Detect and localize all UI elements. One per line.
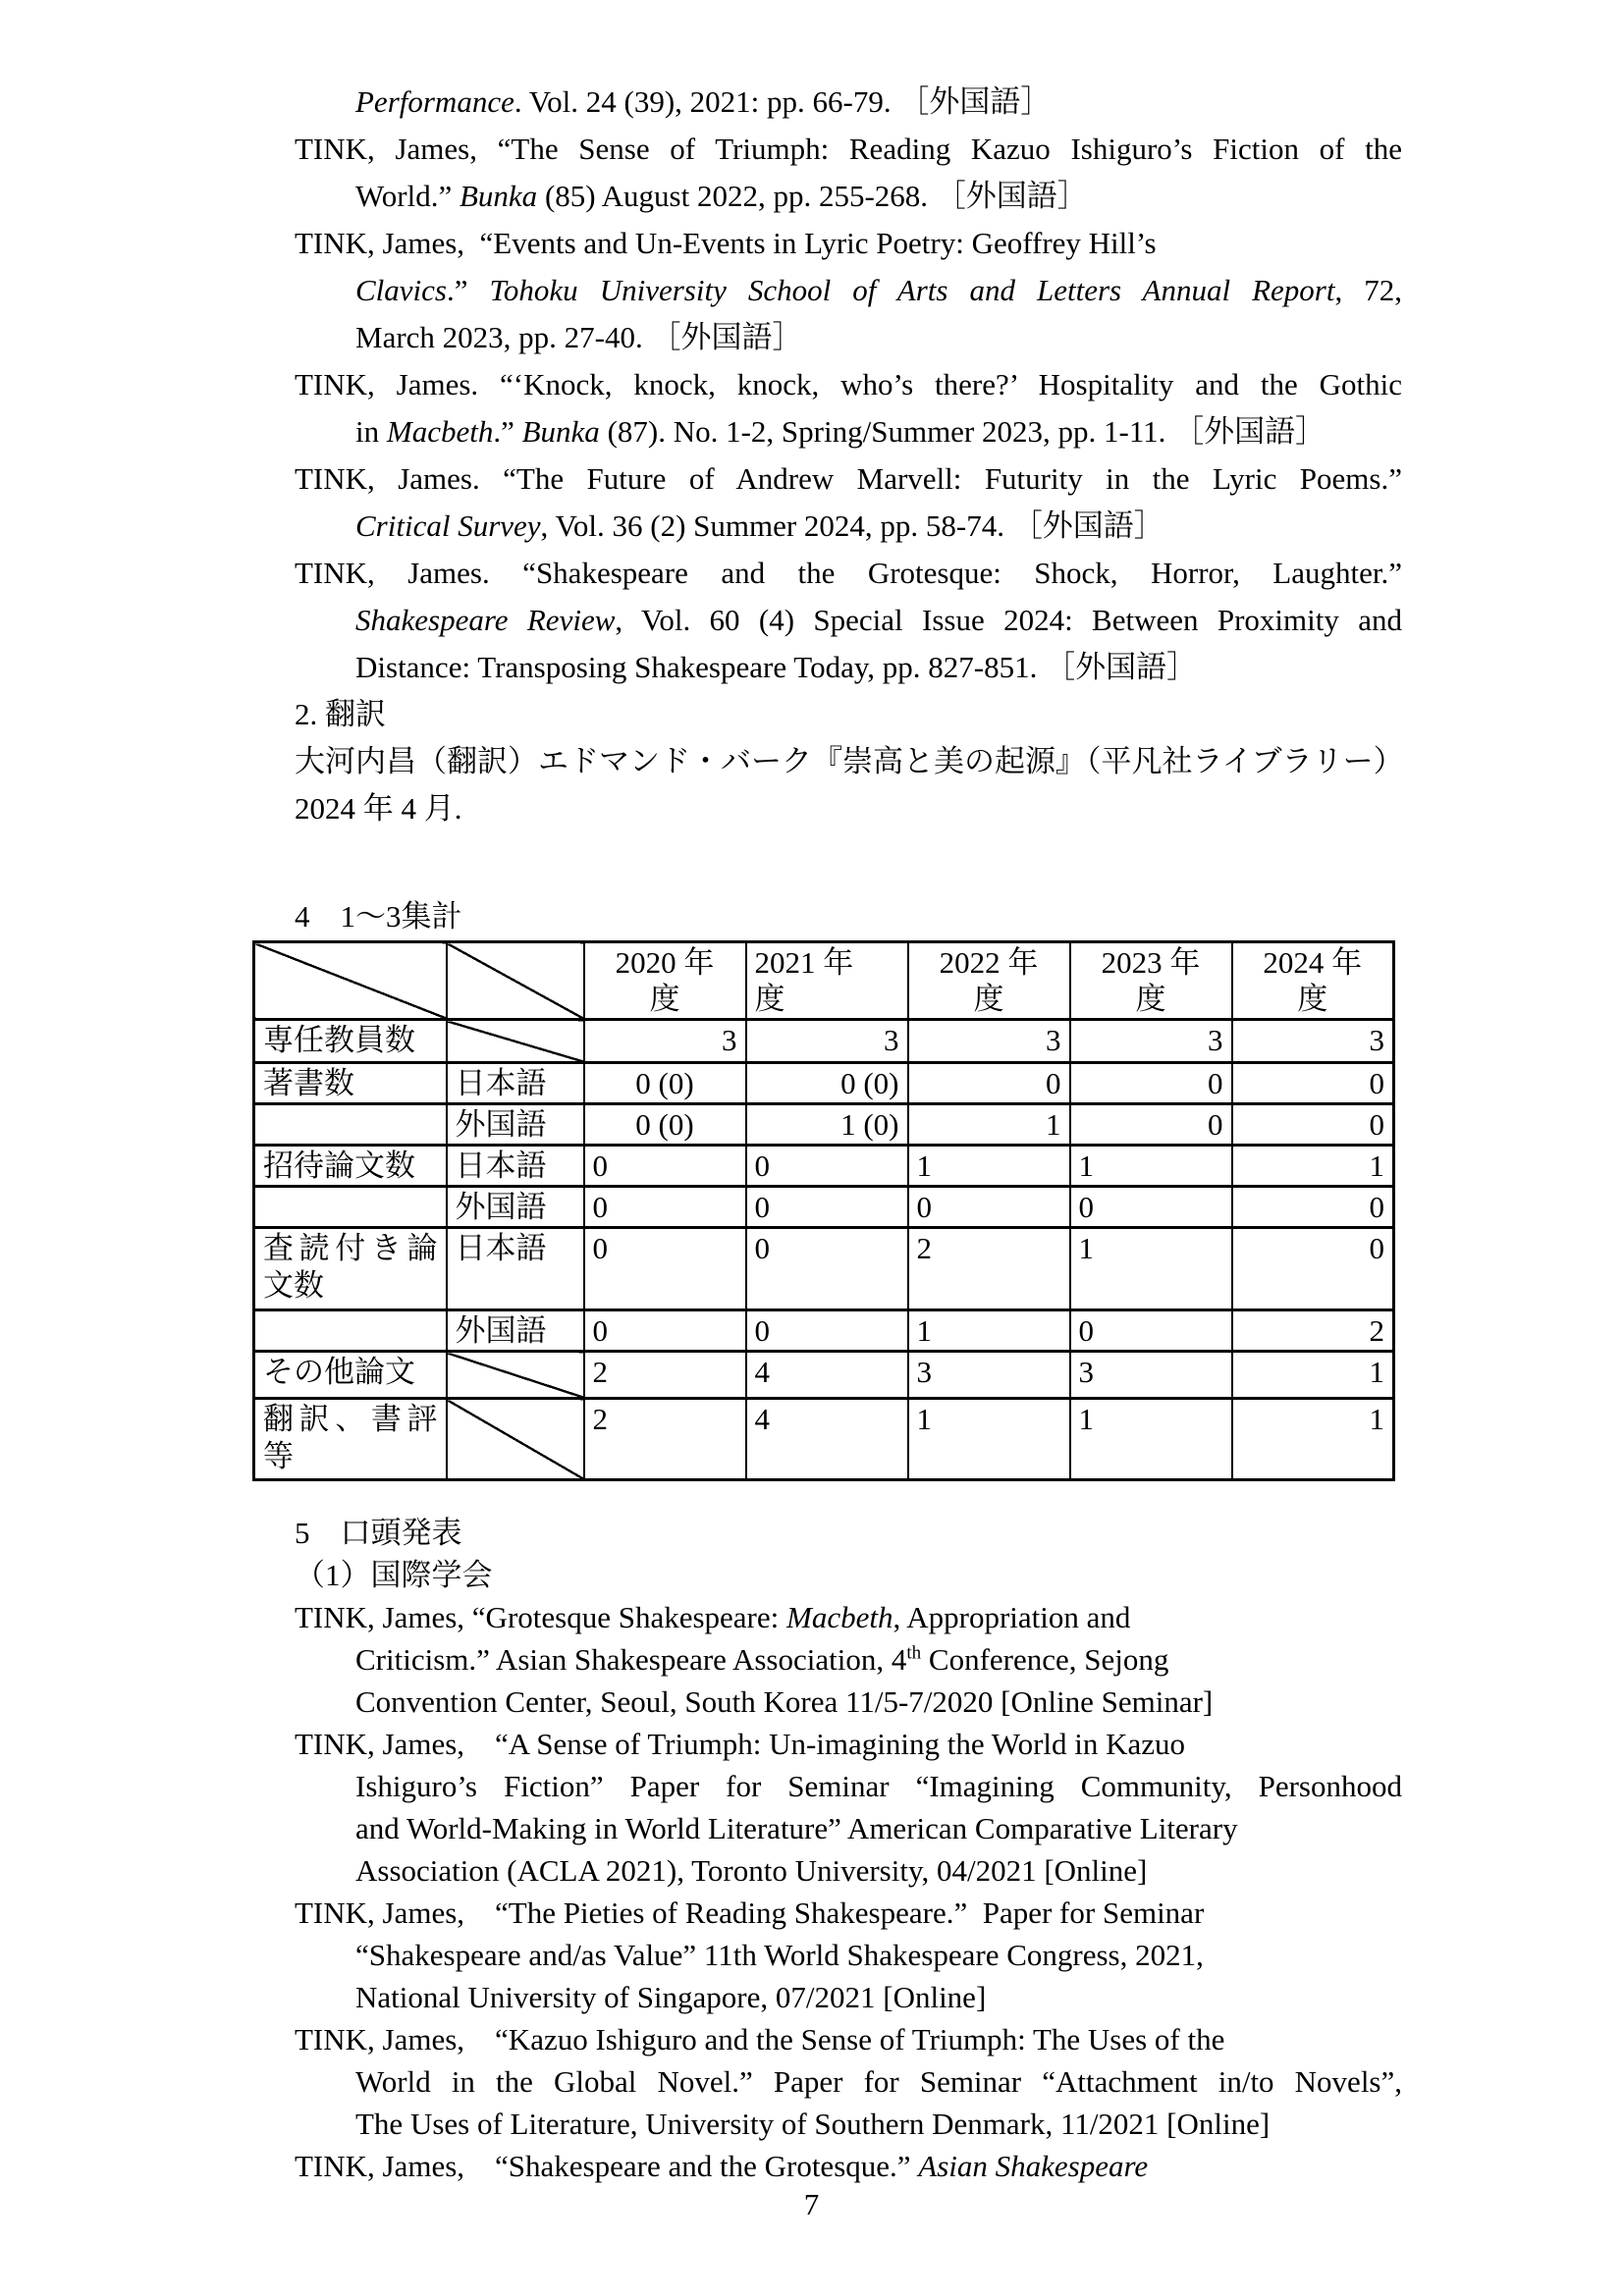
value-cell: 3 <box>584 1020 746 1063</box>
text-line <box>355 2060 1402 2103</box>
row-label-line: 査読付き論 <box>263 1231 438 1265</box>
table-row <box>254 1352 1394 1399</box>
value-cell: 0 (0) <box>746 1063 908 1104</box>
value-cell: 0 <box>584 1310 746 1352</box>
text-line <box>295 2018 1402 2060</box>
year-label: 2020 年 <box>615 945 715 980</box>
value-cell: 1 <box>1070 1146 1232 1187</box>
row-label-line: 著書数 <box>263 1066 354 1100</box>
text-line <box>355 2103 1402 2145</box>
table-row <box>254 1187 1394 1228</box>
text-run: (87). No. 1-2, Spring/Summer 2023, pp. 1-11. ［外国語］ <box>599 414 1326 449</box>
row-label-cell <box>254 1399 447 1480</box>
italic-text: Bunka <box>521 414 600 449</box>
text-line <box>355 173 1402 220</box>
text-line <box>355 314 1402 361</box>
value-cell: 0 <box>584 1228 746 1310</box>
italic-text: Critical Survey <box>355 508 541 543</box>
value-cell: 0 <box>1070 1187 1232 1228</box>
text-run: TINK, James, “The Sense of Triumph: Reading Kazuo Ishiguro’s Fiction of the <box>295 132 1402 166</box>
year-label-wrap: 度 <box>973 982 1004 1016</box>
value-cell: 0 <box>1232 1228 1394 1310</box>
text-line <box>355 1765 1402 1807</box>
lang-diagonal-cell <box>447 1399 584 1480</box>
row-label-line: 専任教員数 <box>263 1023 415 1057</box>
text-line <box>355 267 1402 314</box>
value-cell: 0 <box>1232 1187 1394 1228</box>
text-run: 大河内昌（翻訳）エドマンド・バーク『崇高と美の起源』（平凡社ライブラリー） <box>295 744 1404 778</box>
text-line <box>295 1892 1402 1934</box>
text-run: , Vol. 60 (4) Special Issue 2024: Between Proximity and <box>615 603 1402 637</box>
text-line <box>295 126 1402 173</box>
text-line <box>355 408 1402 455</box>
header-year-cell <box>1232 942 1394 1020</box>
value-cell: 2 <box>1232 1310 1394 1352</box>
table-row <box>254 1063 1394 1104</box>
value-cell: 1 <box>1232 1399 1394 1480</box>
value-cell: 1 <box>1232 1352 1394 1399</box>
value-cell: 0 <box>1070 1104 1232 1146</box>
italic-text: Macbeth <box>786 1600 893 1634</box>
text-line <box>295 455 1402 503</box>
year-label-wrap: 度 <box>649 982 680 1016</box>
text-run: TINK, James, “Kazuo Ishiguro and the Sense of Triumph: The Uses of the <box>295 2022 1225 2056</box>
value-cell: 1 <box>908 1399 1070 1480</box>
italic-text: Clavics <box>355 273 447 307</box>
year-label: 2022 年 <box>939 945 1039 980</box>
lang-cell: 外国語 <box>447 1310 584 1352</box>
value-cell: 0 <box>746 1228 908 1310</box>
row-label-cell <box>254 1020 447 1063</box>
text-line <box>355 1638 1402 1681</box>
value-cell: 0 <box>1070 1063 1232 1104</box>
text-run: World.” <box>355 179 460 213</box>
text-run: TINK, James, “The Pieties of Reading Shakespeare.” Paper for Seminar <box>295 1896 1205 1930</box>
table-row <box>254 1146 1394 1187</box>
text-line <box>295 738 1402 785</box>
value-cell: 3 <box>1070 1020 1232 1063</box>
lang-cell: 外国語 <box>447 1104 584 1146</box>
value-cell: 1 <box>1232 1146 1394 1187</box>
text-run: , Vol. 36 (2) Summer 2024, pp. 58-74. ［外国語］ <box>540 508 1164 543</box>
value-cell: 0 <box>584 1187 746 1228</box>
value-cell: 0 <box>908 1063 1070 1104</box>
italic-text: Macbeth <box>386 414 494 449</box>
row-label-line: 文数 <box>263 1268 324 1303</box>
text-run: TINK, James, “Events and Un-Events in Lyric Poetry: Geoffrey Hill’s <box>295 226 1157 260</box>
lang-cell: 外国語 <box>447 1187 584 1228</box>
table-row <box>254 1399 1394 1480</box>
text-run: “Shakespeare and/as Value” 11th World Shakespeare Congress, 2021, <box>355 1938 1204 1972</box>
italic-text: Tohoku University School of Arts and Letters Annual Report <box>489 273 1335 307</box>
superscript-text: th <box>906 1642 922 1664</box>
year-label: 2024 年 <box>1263 945 1363 980</box>
text-run: and World-Making in World Literature” American Comparative Literary <box>355 1811 1238 1845</box>
text-line <box>295 691 1402 738</box>
text-run: TINK, James. “Shakespeare and the Grotesque: Shock, Horror, Laughter.” <box>295 556 1402 590</box>
text-run: TINK, James. “The Future of Andrew Marvell: Futurity in the Lyric Poems.” <box>295 461 1402 496</box>
value-cell: 1 <box>1070 1399 1232 1480</box>
text-run: TINK, James, “Grotesque Shakespeare: <box>295 1600 786 1634</box>
value-cell: 1 <box>908 1104 1070 1146</box>
value-cell: 0 <box>746 1146 908 1187</box>
text-line <box>355 1976 1402 2018</box>
year-label-wrap: 度 <box>1297 982 1328 1016</box>
value-cell: 1 <box>908 1146 1070 1187</box>
summary-table <box>252 940 1395 1481</box>
value-cell: 3 <box>1070 1352 1232 1399</box>
text-run: Association (ACLA 2021), Toronto University, 04/2021 [Online] <box>355 1853 1148 1888</box>
table-row <box>254 1020 1394 1063</box>
value-cell: 0 <box>908 1187 1070 1228</box>
italic-text: Performance <box>355 84 514 119</box>
summary-heading: 4 1～3集計 <box>295 899 462 934</box>
talks-list <box>295 1596 1402 2187</box>
text-run: World in the Global Novel.” Paper for Seminar “Attachment in/to Novels”, <box>355 2064 1402 2099</box>
text-line <box>295 1596 1402 1638</box>
row-label-cell <box>254 1310 447 1352</box>
value-cell: 1 (0) <box>746 1104 908 1146</box>
text-line <box>355 503 1402 550</box>
text-run: TINK, James, “Shakespeare and the Grotesque.” <box>295 2149 919 2183</box>
header-year-cell <box>1070 942 1232 1020</box>
text-run: Conference, Sejong <box>921 1642 1169 1677</box>
text-run: TINK, James, “A Sense of Triumph: Un-imagining the World in Kazuo <box>295 1727 1186 1761</box>
value-cell: 0 <box>1232 1104 1394 1146</box>
year-label-wrap: 度 <box>1135 982 1166 1016</box>
text-run: 2. 翻訳 <box>295 697 386 731</box>
value-cell: 3 <box>908 1020 1070 1063</box>
header-corner-diagonal-cell <box>254 942 447 1020</box>
value-cell: 0 <box>746 1187 908 1228</box>
translation-section <box>295 691 1402 832</box>
row-label-line: その他論文 <box>263 1355 415 1389</box>
text-run: in <box>355 414 387 449</box>
italic-text: Asian Shakespeare <box>918 2149 1149 2183</box>
talks-heading: 5 口頭発表 <box>295 1516 462 1550</box>
value-cell: 3 <box>746 1020 908 1063</box>
italic-text: Shakespeare Review <box>355 603 616 637</box>
table-row <box>254 1228 1394 1310</box>
text-line <box>355 597 1402 644</box>
value-cell: 0 <box>584 1146 746 1187</box>
lang-cell: 日本語 <box>447 1063 584 1104</box>
table-header-row <box>254 942 1394 1020</box>
text-run: 2024 年 4 月. <box>295 791 462 826</box>
value-cell: 0 <box>1070 1310 1232 1352</box>
text-line <box>295 785 1402 832</box>
value-cell: 2 <box>908 1228 1070 1310</box>
header-year-cell <box>908 942 1070 1020</box>
row-label-cell <box>254 1063 447 1104</box>
header-lang-diagonal-cell <box>447 942 584 1020</box>
lang-diagonal-cell <box>447 1352 584 1399</box>
text-run: Convention Center, Seoul, South Korea 11/5-7/2020 [Online Seminar] <box>355 1684 1214 1719</box>
value-cell: 0 <box>746 1310 908 1352</box>
value-cell: 0 (0) <box>584 1063 746 1104</box>
lang-cell: 日本語 <box>447 1146 584 1187</box>
value-cell: 1 <box>1070 1228 1232 1310</box>
row-label-cell <box>254 1146 447 1187</box>
table-row <box>254 1310 1394 1352</box>
text-run: March 2023, pp. 27-40. ［外国語］ <box>355 320 803 354</box>
row-label-cell <box>254 1352 447 1399</box>
lang-cell: 日本語 <box>447 1228 584 1310</box>
row-label-cell <box>254 1228 447 1310</box>
page-number: 7 <box>803 2187 820 2221</box>
value-cell: 3 <box>1232 1020 1394 1063</box>
text-line <box>355 1849 1402 1892</box>
italic-text: Bunka <box>459 179 538 213</box>
value-cell: 4 <box>746 1399 908 1480</box>
publications-list <box>295 79 1402 691</box>
header-year-cell <box>746 942 908 1020</box>
talks-section <box>295 1512 1402 2187</box>
row-label-cell <box>254 1187 447 1228</box>
value-cell: 2 <box>584 1352 746 1399</box>
text-run: National University of Singapore, 07/2021 [Online] <box>355 1980 987 2014</box>
text-run: TINK, James. “‘Knock, knock, knock, who’s there?’ Hospitality and the Gothic <box>295 367 1402 401</box>
row-label-cell <box>254 1104 447 1146</box>
row-label-line: 翻訳、書評 <box>263 1402 438 1436</box>
table-row <box>254 1104 1394 1146</box>
value-cell: 0 (0) <box>584 1104 746 1146</box>
text-run: , Appropriation and <box>893 1600 1131 1634</box>
text-run: .” <box>447 273 490 307</box>
text-line <box>295 1723 1402 1765</box>
text-line <box>295 361 1402 408</box>
text-line <box>355 1934 1402 1976</box>
text-line <box>295 2145 1402 2187</box>
text-line <box>355 1681 1402 1723</box>
text-line <box>295 220 1402 267</box>
year-label-wrap: 度 <box>754 982 785 1016</box>
value-cell: 4 <box>746 1352 908 1399</box>
text-run: . Vol. 24 (39), 2021: pp. 66-79. ［外国語］ <box>514 84 1052 119</box>
year-label: 2023 年 <box>1101 945 1201 980</box>
row-label-line: 等 <box>263 1439 294 1473</box>
text-run: Distance: Transposing Shakespeare Today, pp. 827-851. ［外国語］ <box>355 650 1198 684</box>
value-cell: 1 <box>908 1310 1070 1352</box>
text-run: Criticism.” Asian Shakespeare Association, 4 <box>355 1642 907 1677</box>
text-run: Ishiguro’s Fiction” Paper for Seminar “Imagining Community, Personhood <box>355 1769 1402 1803</box>
text-line <box>355 1807 1402 1849</box>
text-line <box>355 644 1402 691</box>
text-line <box>295 550 1402 597</box>
value-cell: 0 <box>1232 1063 1394 1104</box>
value-cell: 3 <box>908 1352 1070 1399</box>
value-cell: 2 <box>584 1399 746 1480</box>
row-label-line: 招待論文数 <box>263 1148 415 1183</box>
text-run: .” <box>493 414 522 449</box>
text-line <box>355 79 1402 126</box>
text-run: (85) August 2022, pp. 255-268. ［外国語］ <box>537 179 1088 213</box>
header-year-cell <box>584 942 746 1020</box>
lang-diagonal-cell <box>447 1020 584 1063</box>
text-run: , 72, <box>1334 273 1402 307</box>
year-label: 2021 年 <box>754 945 854 980</box>
text-run: The Uses of Literature, University of Southern Denmark, 11/2021 [Online] <box>355 2107 1271 2141</box>
talks-subheading: （1）国際学会 <box>295 1558 493 1592</box>
